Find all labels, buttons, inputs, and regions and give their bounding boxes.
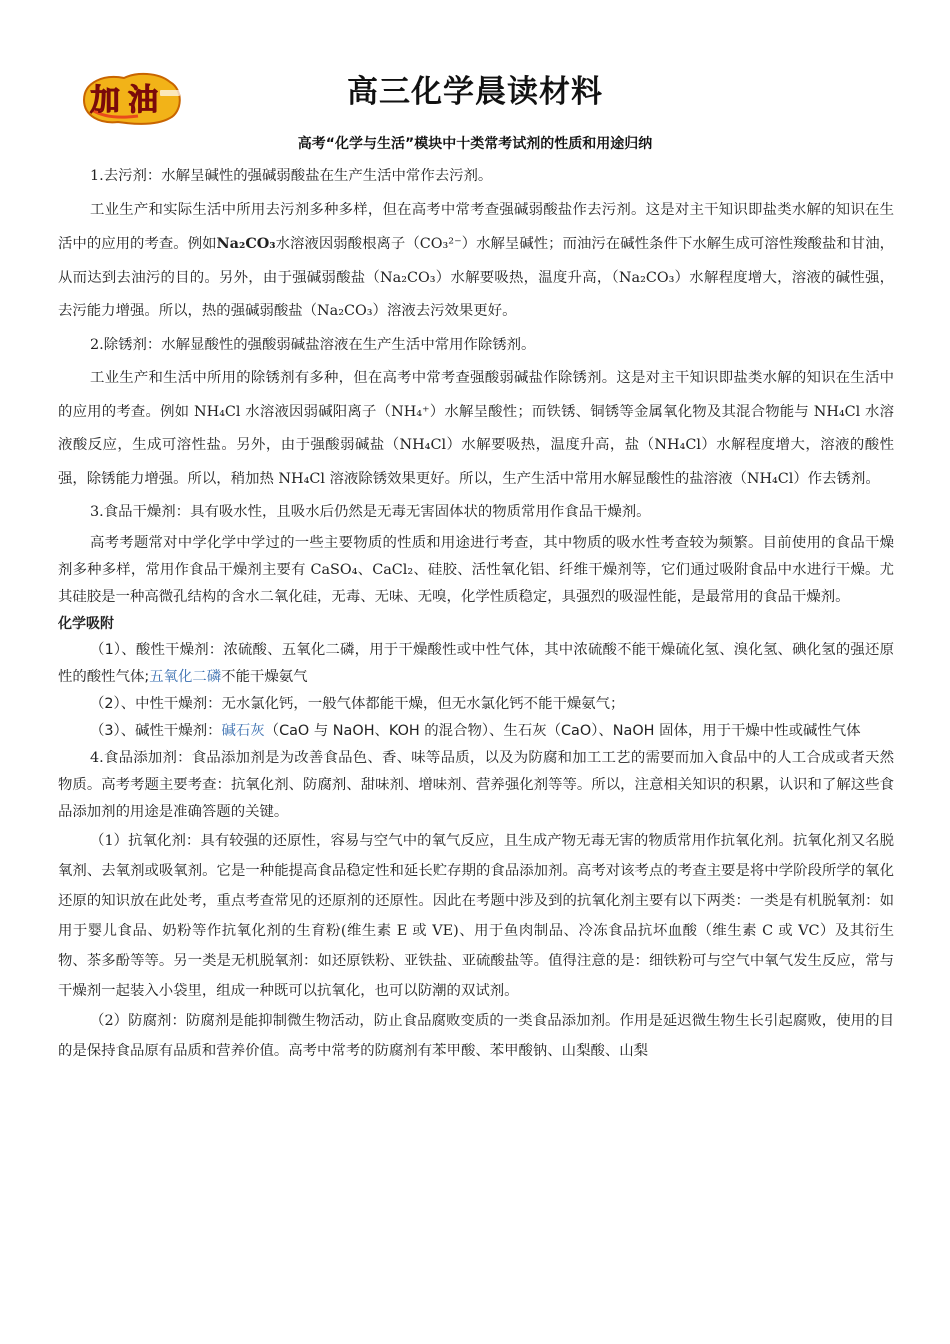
section-1-heading: 1.去污剂：水解呈碱性的强碱弱酸盐在生产生活中常作去污剂。 (90, 168, 493, 184)
acid-desiccant-text: （1）、酸性干燥剂：浓硫酸、五氧化二磷，用于干燥酸性或中性气体，其中浓硫酸不能干燥硫化氢、溴化氢、碘化氢的强还原性的酸性气体; (58, 641, 894, 685)
chemical-adsorption-heading: 化学吸附 (58, 615, 114, 632)
section-4-heading: 4.食品添加剂：食品添加剂是为改善食品色、香、味等品质，以及为防腐和加工工艺的需要而加入食品中的人工合成或者天然物质。高考考题主要考查：抗氧化剂、防腐剂、甜味剂、增味剂、营养强化剂等等。所以，注意相关知识的积累，认识和了解这些食品添加剂的用途是准确答题的关键。 (58, 749, 894, 820)
preservative-paragraph: （2）防腐剂：防腐剂是能抑制微生物活动，防止食品腐败变质的一类食品添加剂。作用是延迟微生物生长引起腐败，使用的目的是保持食品原有品质和营养价值。高考中常考的防腐剂有苯甲酸、苯甲酸钠、山梨酸、山梨 (58, 1012, 894, 1059)
section-1-text-a: 工业生产和实际生活中所用去污剂多种多样，但在高考中常考查强碱弱酸盐作去污剂。这是对主干知识即盐类水解的知识在生活中的应用的考查。例如 (58, 201, 894, 252)
antioxidant-paragraph: （1）抗氧化剂：具有较强的还原性，容易与空气中的氧气反应，且生成产物无毒无害的物质常用作抗氧化剂。抗氧化剂又名脱氧剂、去氧剂或吸氧剂。它是一种能提高食品稳定性和延长贮存期的食品添加剂。高考对该考点的考查主要是将中学阶段所学的氧化还原的知识放在此处考，重点考查常见的还原剂的还原性。因此在考题中涉及到的抗氧化剂主要有以下两类：一类是有机脱氧剂：如用于婴儿食品、奶粉等作抗氧化剂的生育粉(维生素 E 或 VE)、用于鱼肉制品、冷冻食品抗坏血酸（维生素 C 或 VC）及其衍生物、茶多酚等等。另一类是无机脱氧剂：如还原铁粉、亚铁盐、亚硫酸盐等。值得注意的是：细铁粉可与空气中氧气发生反应，常与干燥剂一起装入小袋里，组成一种既可以抗氧化，也可以防潮的双试剂。 (58, 832, 894, 999)
page-title: 高三化学晨读材料 (347, 74, 603, 110)
p2o5-link[interactable]: 五氧化二磷 (149, 668, 222, 685)
section-3-paragraph: 高考考题常对中学化学中学过的一些主要物质的性质和用途进行考查，其中物质的吸水性考查较为频繁。目前使用的食品干燥剂多种多样，常用作食品干燥剂主要有 CaSO₄、CaCl₂、硅胶、活性氧化铝、纤维干燥剂等，它们通过吸附食品中水进行干燥。尤其硅胶是一种高微孔结构的含水二氧化硅，无毒、无味、无嗅，化学性质稳定，具强烈的吸湿性能，是最常用的食品干燥剂。 (58, 534, 894, 605)
na2co3-formula: Na₂CO₃ (216, 235, 276, 252)
svg-text:加: 加 (90, 83, 120, 118)
section-2-heading: 2.除锈剂：水解显酸性的强酸弱碱盐溶液在生产生活中常用作除锈剂。 (90, 336, 536, 353)
section-1-text-b: 水溶液因弱酸根离子（CO₃²⁻）水解呈碱性；而油污在碱性条件下水解生成可溶性羧酸盐和甘油，从而达到去油污的目的。另外，由于强碱弱酸盐（Na₂CO₃）水解要吸热，温度升高，（Na₂CO₃）水解程度增大，溶液的碱性强，去污能力增强。所以，热的强碱弱酸盐（Na₂CO₃）溶液去污效果更好。 (58, 236, 894, 319)
acid-desiccant-text-tail: 不能干燥氨气 (221, 668, 308, 685)
section-3-heading: 3.食品干燥剂：具有吸水性，且吸水后仍然是无毒无害固体状的物质常用作食品干燥剂。 (90, 504, 651, 520)
page-subtitle: 高考“化学与生活”模块中十类常考试剂的性质和用途归纳 (297, 136, 653, 152)
soda-lime-link[interactable]: 碱石灰 (221, 722, 265, 739)
basic-desiccant-item (58, 718, 894, 745)
section-1-paragraph (58, 194, 894, 329)
section-2-paragraph: 工业生产和生活中所用的除锈剂有多种，但在高考中常考查强酸弱碱盐作除锈剂。这是对主干知识即盐类水解的知识在生活中的应用的考查。例如 NH₄Cl 水溶液因弱碱阳离子（NH₄⁺）水解呈酸性；而铁锈、铜锈等金属氧化物及其混合物能与 NH₄Cl 水溶液酸反应，生成可溶性盐。另外，由于强酸弱碱盐（NH₄Cl）水解要吸热，温度升高，盐（NH₄Cl）水解程度增大，溶液的酸性强，除锈能力增强。所以，稍加热 NH₄Cl 溶液除锈效果更好。所以，生产生活中常用水解显酸性的盐溶液（NH₄Cl）作去锈剂。 (58, 370, 894, 487)
basic-desiccant-label: （3）、碱性干燥剂： (90, 722, 222, 739)
basic-desiccant-text: （CaO 与 NaOH、KOH 的混合物）、生石灰（CaO）、NaOH 固体，用于干燥中性或碱性气体 (264, 722, 861, 739)
document-body (58, 160, 894, 1066)
neutral-desiccant-item: （2）、中性干燥剂：无水氯化钙，一般气体都能干燥，但无水氯化钙不能干燥氨气； (90, 695, 625, 712)
acid-desiccant-item (58, 637, 894, 691)
svg-text:油: 油 (128, 83, 158, 118)
